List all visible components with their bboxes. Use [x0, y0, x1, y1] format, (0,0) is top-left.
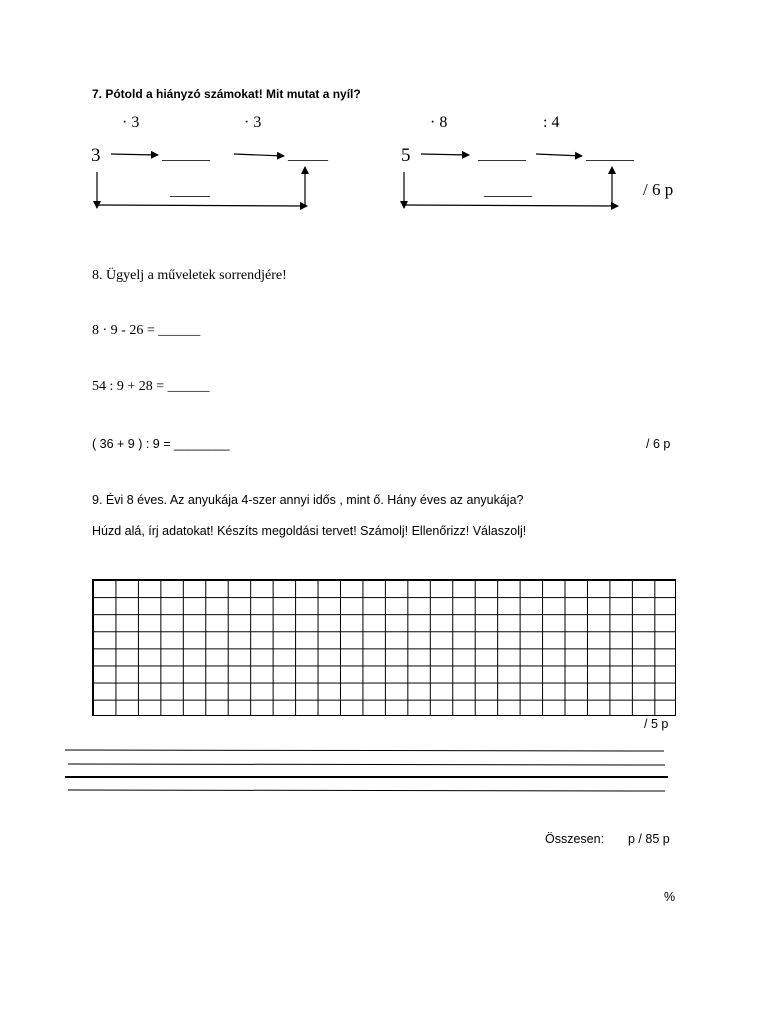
answer-line-2 — [68, 764, 665, 765]
task7-right-op2: : 4 — [543, 114, 560, 131]
task7-left-blank1[interactable]: ______ — [162, 146, 210, 163]
task7-title: 7. Pótold a hiányzó számokat! Mit mutat a nyíl? — [92, 87, 361, 101]
arrow-left-bottom — [97, 205, 307, 206]
task7-right-blank2[interactable]: ______ — [586, 146, 634, 163]
task7-right-blank-bottom[interactable]: ______ — [484, 182, 532, 199]
task8-equation-2[interactable]: 54 : 9 + 28 = ______ — [92, 379, 210, 394]
answer-grid[interactable] — [92, 579, 676, 716]
total-label: Összesen: — [545, 832, 605, 846]
task8-equation-3[interactable]: ( 36 + 9 ) : 9 = ________ — [92, 437, 230, 451]
task7-left-blank2[interactable]: _____ — [288, 146, 328, 163]
task7-right-blank1[interactable]: ______ — [478, 146, 526, 163]
task7-left-start: 3 — [91, 145, 101, 166]
arrow-left-1 — [111, 154, 158, 155]
answer-line-1 — [65, 750, 664, 751]
percent-label: % — [664, 890, 676, 904]
task8-title: 8. Ügyelj a műveletek sorrendjére! — [92, 268, 287, 283]
arrow-left-2 — [234, 154, 284, 156]
arrow-right-bottom — [404, 205, 618, 206]
task7-right-op1: · 8 — [430, 114, 448, 131]
answer-line-4 — [68, 790, 665, 791]
task7-left-op1: · 3 — [122, 114, 140, 131]
task7-left-op2: · 3 — [244, 114, 262, 131]
task8-equation-1[interactable]: 8 · 9 - 26 = ______ — [92, 323, 201, 338]
task9-instructions: Húzd alá, írj adatokat! Készíts megoldási tervet! Számolj! Ellenőrizz! Válaszolj! — [92, 524, 527, 538]
task8-score: / 6 p — [646, 437, 671, 451]
task7-right-start: 5 — [401, 145, 411, 166]
task9-score: / 5 p — [644, 717, 669, 731]
task7-score: / 6 p — [643, 180, 674, 199]
arrow-right-1 — [421, 154, 469, 155]
task7-left-blank-bottom[interactable]: _____ — [170, 182, 210, 199]
task9-title: 9. Évi 8 éves. Az anyukája 4-szer annyi idős , mint ő. Hány éves az anyukája? — [92, 493, 524, 507]
arrow-right-2 — [536, 154, 582, 156]
total-score: p / 85 p — [628, 832, 670, 846]
